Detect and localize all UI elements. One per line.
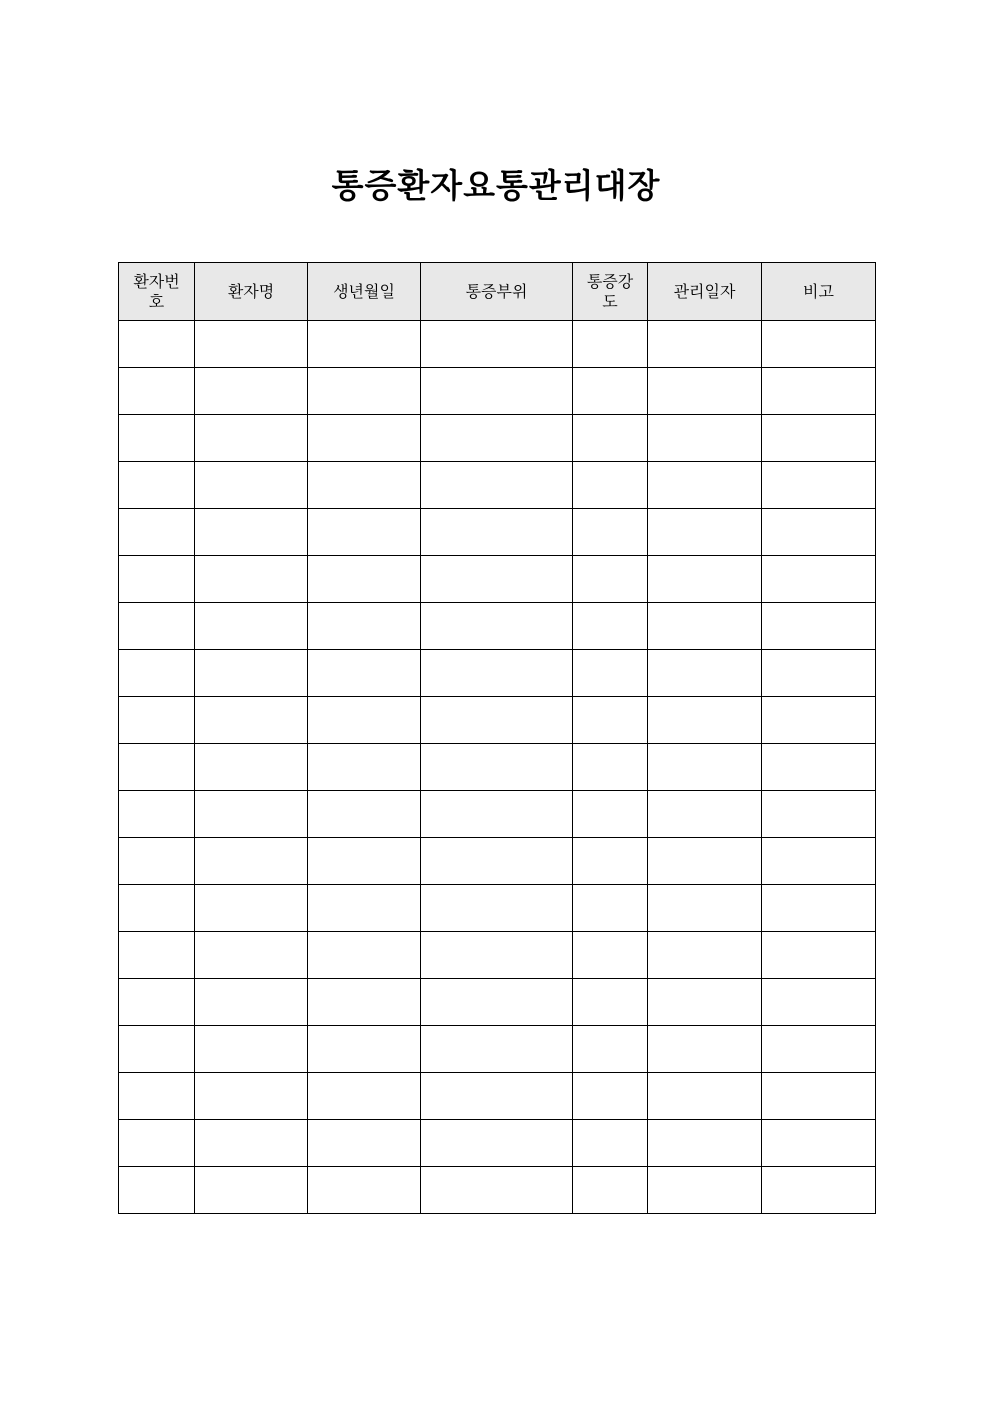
table-cell-patient-name[interactable] <box>195 885 308 932</box>
table-row <box>119 368 876 415</box>
table-cell-managed-date[interactable] <box>648 1026 762 1073</box>
table-cell-remarks[interactable] <box>762 697 876 744</box>
table-cell-remarks[interactable] <box>762 885 876 932</box>
table-cell-managed-date[interactable] <box>648 556 762 603</box>
table-cell-managed-date[interactable] <box>648 1073 762 1120</box>
table-cell-birth-date[interactable] <box>308 697 421 744</box>
header-patient-name <box>195 263 308 321</box>
table-cell-remarks[interactable] <box>762 1026 876 1073</box>
document-title: 통증환자요통관리대장 <box>331 166 661 205</box>
header-label: 생년월일 <box>333 281 395 301</box>
table-cell-remarks[interactable] <box>762 791 876 838</box>
table-cell-birth-date[interactable] <box>308 979 421 1026</box>
table-cell-birth-date[interactable] <box>308 1120 421 1167</box>
table-cell-managed-date[interactable] <box>648 1167 762 1214</box>
table-cell-pain-intensity[interactable] <box>573 415 648 462</box>
table-cell-pain-site[interactable] <box>421 415 573 462</box>
table-cell-managed-date[interactable] <box>648 885 762 932</box>
table-row <box>119 556 876 603</box>
table-row <box>119 932 876 979</box>
table-cell-remarks[interactable] <box>762 415 876 462</box>
table-row <box>119 415 876 462</box>
table-cell-patient-no[interactable] <box>119 321 195 368</box>
table-cell-remarks[interactable] <box>762 838 876 885</box>
table-cell-patient-name[interactable] <box>195 791 308 838</box>
table-cell-remarks[interactable] <box>762 509 876 556</box>
table-cell-managed-date[interactable] <box>648 368 762 415</box>
table-cell-patient-name[interactable] <box>195 650 308 697</box>
table-cell-pain-intensity[interactable] <box>573 368 648 415</box>
table-cell-pain-site[interactable] <box>421 838 573 885</box>
table-cell-pain-site[interactable] <box>421 321 573 368</box>
table-cell-patient-no[interactable] <box>119 697 195 744</box>
table-cell-managed-date[interactable] <box>648 509 762 556</box>
table-cell-managed-date[interactable] <box>648 415 762 462</box>
table-cell-remarks[interactable] <box>762 650 876 697</box>
table-cell-pain-site[interactable] <box>421 462 573 509</box>
table-cell-birth-date[interactable] <box>308 1167 421 1214</box>
table-cell-patient-no[interactable] <box>119 1167 195 1214</box>
table-cell-patient-no[interactable] <box>119 368 195 415</box>
table-cell-patient-no[interactable] <box>119 509 195 556</box>
table-cell-managed-date[interactable] <box>648 838 762 885</box>
table-cell-patient-name[interactable] <box>195 979 308 1026</box>
table-row <box>119 791 876 838</box>
table-cell-birth-date[interactable] <box>308 744 421 791</box>
table-cell-patient-no[interactable] <box>119 603 195 650</box>
table-cell-patient-no[interactable] <box>119 791 195 838</box>
table-cell-managed-date[interactable] <box>648 650 762 697</box>
table-cell-pain-intensity[interactable] <box>573 462 648 509</box>
table-cell-patient-no[interactable] <box>119 1120 195 1167</box>
header-label: 비고 <box>803 281 834 301</box>
table-cell-patient-no[interactable] <box>119 556 195 603</box>
table-cell-birth-date[interactable] <box>308 1073 421 1120</box>
table-cell-pain-intensity[interactable] <box>573 603 648 650</box>
table-cell-patient-name[interactable] <box>195 509 308 556</box>
table-cell-remarks[interactable] <box>762 1073 876 1120</box>
table-cell-birth-date[interactable] <box>308 415 421 462</box>
table-cell-birth-date[interactable] <box>308 368 421 415</box>
table-cell-pain-site[interactable] <box>421 885 573 932</box>
table-cell-patient-name[interactable] <box>195 603 308 650</box>
table-cell-remarks[interactable] <box>762 932 876 979</box>
table-cell-pain-site[interactable] <box>421 979 573 1026</box>
table-cell-patient-no[interactable] <box>119 932 195 979</box>
pain-management-ledger-table <box>118 262 876 1214</box>
table-cell-pain-intensity[interactable] <box>573 1026 648 1073</box>
table-row <box>119 744 876 791</box>
table-cell-patient-name[interactable] <box>195 1026 308 1073</box>
header-managed-date <box>648 263 762 321</box>
header-label: 환자명 <box>227 281 275 301</box>
table-cell-patient-name[interactable] <box>195 838 308 885</box>
table-row <box>119 603 876 650</box>
table-cell-pain-site[interactable] <box>421 603 573 650</box>
table-cell-pain-intensity[interactable] <box>573 321 648 368</box>
table-cell-pain-site[interactable] <box>421 556 573 603</box>
table-cell-remarks[interactable] <box>762 744 876 791</box>
table-cell-pain-intensity[interactable] <box>573 744 648 791</box>
table-cell-birth-date[interactable] <box>308 462 421 509</box>
header-pain-intensity <box>573 263 648 321</box>
table-cell-patient-name[interactable] <box>195 1073 308 1120</box>
table-cell-pain-site[interactable] <box>421 932 573 979</box>
table-cell-managed-date[interactable] <box>648 603 762 650</box>
table-cell-patient-name[interactable] <box>195 415 308 462</box>
header-pain-site <box>421 263 573 321</box>
table-cell-birth-date[interactable] <box>308 885 421 932</box>
table-cell-patient-name[interactable] <box>195 321 308 368</box>
table-cell-remarks[interactable] <box>762 462 876 509</box>
table-cell-birth-date[interactable] <box>308 650 421 697</box>
table-cell-managed-date[interactable] <box>648 979 762 1026</box>
header-label: 관리일자 <box>673 281 736 301</box>
table-row <box>119 1073 876 1120</box>
table-cell-remarks[interactable] <box>762 1167 876 1214</box>
table-row <box>119 885 876 932</box>
table-row <box>119 1026 876 1073</box>
table-cell-remarks[interactable] <box>762 556 876 603</box>
table-cell-managed-date[interactable] <box>648 932 762 979</box>
table-cell-pain-site[interactable] <box>421 1120 573 1167</box>
table-cell-remarks[interactable] <box>762 979 876 1026</box>
table-cell-patient-name[interactable] <box>195 368 308 415</box>
table-cell-pain-intensity[interactable] <box>573 838 648 885</box>
header-label: 환자번호 <box>133 271 180 311</box>
table-cell-managed-date[interactable] <box>648 321 762 368</box>
table-cell-patient-no[interactable] <box>119 838 195 885</box>
table-cell-managed-date[interactable] <box>648 791 762 838</box>
table-cell-pain-intensity[interactable] <box>573 1120 648 1167</box>
table-cell-pain-site[interactable] <box>421 368 573 415</box>
table-row <box>119 838 876 885</box>
table-cell-pain-intensity[interactable] <box>573 556 648 603</box>
table-cell-managed-date[interactable] <box>648 744 762 791</box>
table-cell-pain-site[interactable] <box>421 509 573 556</box>
table-cell-patient-name[interactable] <box>195 697 308 744</box>
table-cell-remarks[interactable] <box>762 321 876 368</box>
table-cell-pain-intensity[interactable] <box>573 791 648 838</box>
table-cell-patient-no[interactable] <box>119 1073 195 1120</box>
table-cell-pain-intensity[interactable] <box>573 697 648 744</box>
table-cell-pain-site[interactable] <box>421 650 573 697</box>
table-cell-pain-intensity[interactable] <box>573 1073 648 1120</box>
table-cell-patient-name[interactable] <box>195 744 308 791</box>
table-cell-birth-date[interactable] <box>308 556 421 603</box>
table-cell-patient-name[interactable] <box>195 1120 308 1167</box>
table-cell-birth-date[interactable] <box>308 509 421 556</box>
table-row <box>119 1167 876 1214</box>
table-cell-pain-site[interactable] <box>421 697 573 744</box>
table-cell-pain-site[interactable] <box>421 1026 573 1073</box>
table-cell-managed-date[interactable] <box>648 697 762 744</box>
table-cell-pain-intensity[interactable] <box>573 979 648 1026</box>
table-cell-birth-date[interactable] <box>308 791 421 838</box>
table-cell-patient-name[interactable] <box>195 932 308 979</box>
table-row <box>119 650 876 697</box>
table-cell-patient-no[interactable] <box>119 462 195 509</box>
table-cell-pain-intensity[interactable] <box>573 932 648 979</box>
table-cell-patient-no[interactable] <box>119 1026 195 1073</box>
header-label: 통증부위 <box>465 281 528 301</box>
table-cell-pain-intensity[interactable] <box>573 1167 648 1214</box>
header-remarks <box>762 263 876 321</box>
table-cell-patient-name[interactable] <box>195 556 308 603</box>
table-row <box>119 462 876 509</box>
table-cell-birth-date[interactable] <box>308 603 421 650</box>
table-cell-birth-date[interactable] <box>308 321 421 368</box>
header-label: 통증강도 <box>586 271 634 311</box>
table-row <box>119 697 876 744</box>
table-cell-pain-intensity[interactable] <box>573 509 648 556</box>
table-row <box>119 321 876 368</box>
table-cell-birth-date[interactable] <box>308 838 421 885</box>
table-cell-managed-date[interactable] <box>648 1120 762 1167</box>
table-cell-patient-no[interactable] <box>119 885 195 932</box>
table-cell-pain-site[interactable] <box>421 1073 573 1120</box>
table-cell-patient-no[interactable] <box>119 650 195 697</box>
table-cell-patient-no[interactable] <box>119 415 195 462</box>
table-cell-pain-site[interactable] <box>421 744 573 791</box>
table-row <box>119 1120 876 1167</box>
table-cell-patient-no[interactable] <box>119 744 195 791</box>
table-cell-remarks[interactable] <box>762 603 876 650</box>
table-row <box>119 979 876 1026</box>
table-header-row <box>119 263 876 321</box>
table-cell-patient-no[interactable] <box>119 979 195 1026</box>
table-cell-patient-name[interactable] <box>195 462 308 509</box>
header-patient-number <box>119 263 195 321</box>
table-cell-managed-date[interactable] <box>648 462 762 509</box>
table-body <box>119 321 876 1214</box>
table-cell-pain-intensity[interactable] <box>573 650 648 697</box>
table-cell-patient-name[interactable] <box>195 1167 308 1214</box>
table-cell-pain-site[interactable] <box>421 791 573 838</box>
table-cell-remarks[interactable] <box>762 368 876 415</box>
table-cell-birth-date[interactable] <box>308 932 421 979</box>
table-cell-pain-intensity[interactable] <box>573 885 648 932</box>
table-row <box>119 509 876 556</box>
table-cell-pain-site[interactable] <box>421 1167 573 1214</box>
table-cell-remarks[interactable] <box>762 1120 876 1167</box>
header-birth-date <box>308 263 421 321</box>
table-cell-birth-date[interactable] <box>308 1026 421 1073</box>
